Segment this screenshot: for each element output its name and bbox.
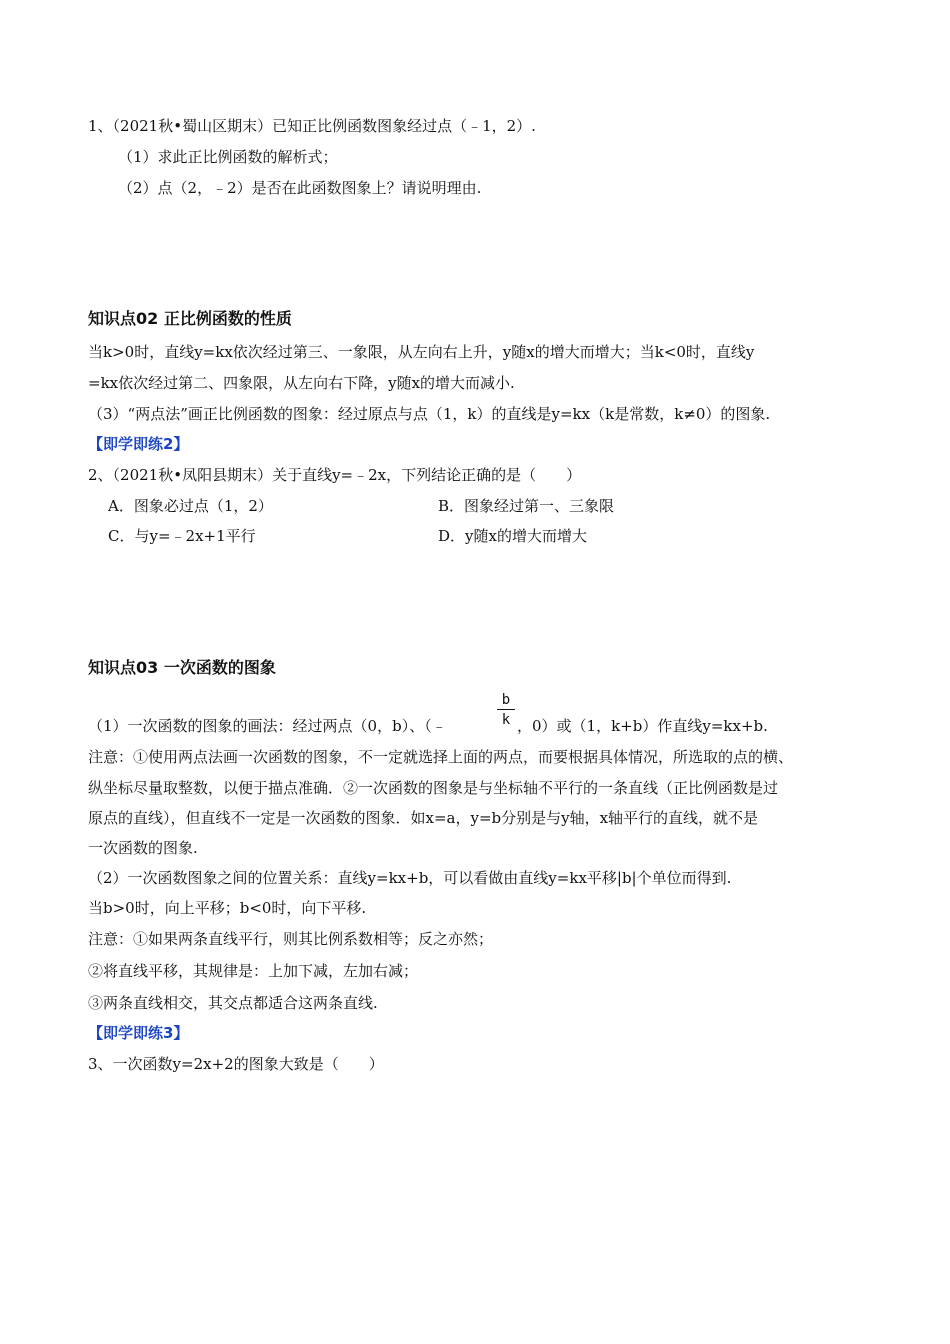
q2-option-a: A．图象必过点（1，2）	[108, 497, 273, 515]
kp3-line8: 注意：①如果两条直线平行，则其比例系数相等；反之亦然；	[88, 930, 494, 948]
q1-part2: （2）点（2，﹣2）是否在此函数图象上？请说明理由.	[118, 179, 482, 197]
q1-stem: 1、（2021秋•蜀山区期末）已知正比例函数图象经过点（﹣1，2）.	[88, 117, 536, 135]
kp2-title: 知识点02 正比例函数的性质	[88, 309, 292, 328]
kp3-line10: ③两条直线相交，其交点都适合这两条直线.	[88, 994, 378, 1012]
q3-stem: 3、一次函数y=2x+2的图象大致是（ ）	[88, 1055, 384, 1073]
fraction-b-over-k	[497, 692, 515, 728]
kp3-practice-tag: 【即学即练3】	[88, 1024, 189, 1042]
kp3-line3: 纵坐标尽量取整数，以便于描点准确．②一次函数的图象是与坐标轴不平行的一条直线（正比例函数是过	[88, 779, 779, 797]
q2-stem: 2、（2021秋•凤阳县期末）关于直线y=﹣2x，下列结论正确的是（ ）	[88, 466, 582, 484]
fraction-numerator: b	[501, 692, 511, 708]
kp3-line2: 注意：①使用两点法画一次函数的图象，不一定就选择上面的两点，而要根据具体情况，所选取的点的横、	[88, 748, 794, 766]
kp3-line6: （2）一次函数图象之间的位置关系：直线y=kx+b，可以看做由直线y=kx平移|b|个单位而得到.	[88, 869, 732, 887]
fraction-bar	[497, 709, 515, 710]
q2-option-c: C．与y=﹣2x+1平行	[108, 527, 256, 545]
kp2-practice-tag: 【即学即练2】	[88, 435, 189, 453]
q2-option-b: B．图象经过第一、三象限	[438, 497, 615, 515]
kp3-line1-pre: （1）一次函数的图象的画法：经过两点（0，b）、（﹣	[88, 717, 447, 735]
kp3-line7: 当b>0时，向上平移；b<0时，向下平移.	[88, 899, 367, 917]
kp3-line4: 原点的直线），但直线不一定是一次函数的图象．如x=a，y=b分别是与y轴，x轴平行的直线，就不是	[88, 809, 759, 827]
kp3-line1-post: ，0）或（1，k+b）作直线y=kx+b.	[517, 717, 768, 735]
fraction-denominator: k	[501, 712, 511, 728]
kp3-line9: ②将直线平移，其规律是：上加下减，左加右减；	[88, 962, 419, 980]
kp2-line3: （3）“两点法”画正比例函数的图象：经过原点与点（1，k）的直线是y=kx（k是常数，k≠0）的图象.	[88, 405, 771, 423]
kp2-line1: 当k>0时，直线y=kx依次经过第三、一象限，从左向右上升，y随x的增大而增大；当k<0时，直线y	[88, 343, 755, 361]
kp2-line2: =kx依次经过第二、四象限，从左向右下降，y随x的增大而减小.	[88, 374, 515, 392]
q2-option-d: D．y随x的增大而增大	[438, 527, 587, 545]
kp3-line5: 一次函数的图象.	[88, 839, 198, 857]
q1-part1: （1）求此正比例函数的解析式；	[118, 148, 338, 166]
kp3-title: 知识点03 一次函数的图象	[88, 658, 276, 677]
